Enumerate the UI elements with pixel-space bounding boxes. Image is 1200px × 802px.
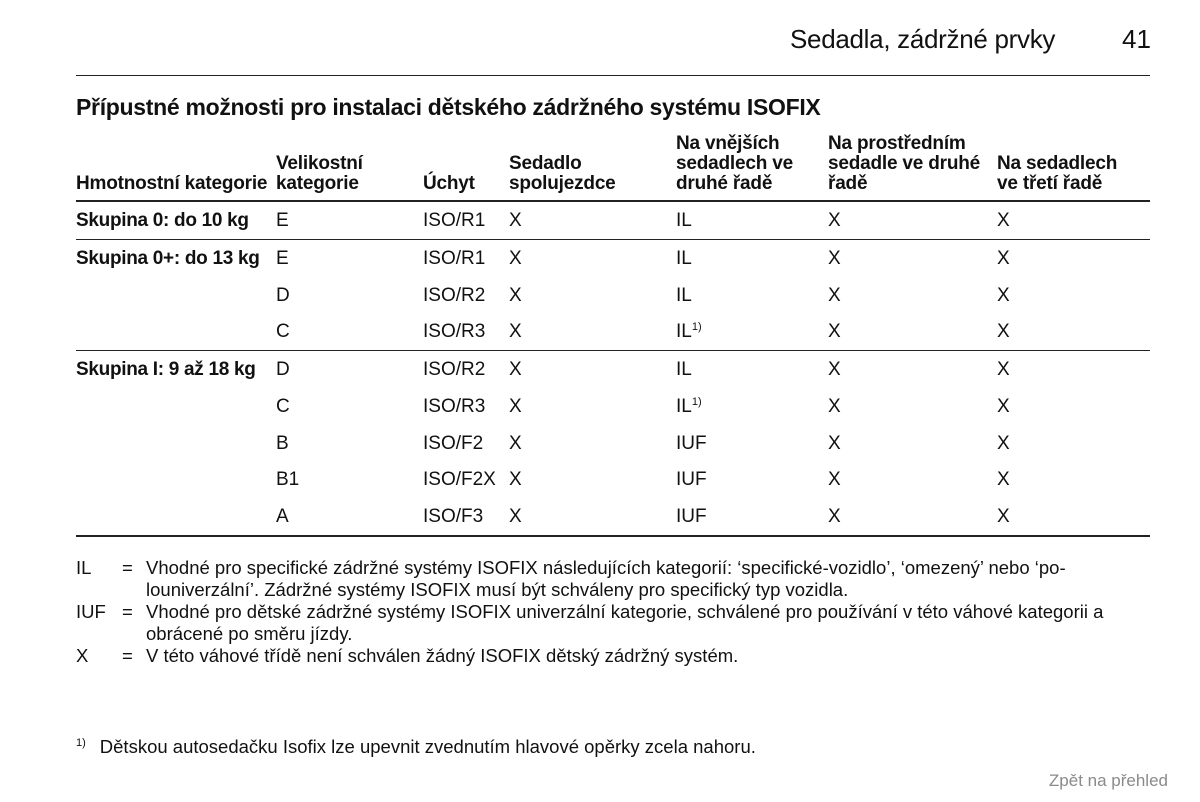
passenger-seat-cell xyxy=(509,434,522,454)
footnote xyxy=(76,736,756,758)
middle-second-row-cell-text: X xyxy=(828,506,841,527)
mount-cell-text: ISO/R3 xyxy=(423,395,486,417)
size-cell xyxy=(276,360,290,380)
header-line: Velikostní xyxy=(276,153,363,174)
table-row xyxy=(76,498,1150,537)
passenger-seat-cell-text: X xyxy=(509,359,522,380)
legend-item-iuf xyxy=(76,601,1154,645)
mount-cell xyxy=(423,211,485,231)
outer-second-row-cell-text: IL xyxy=(676,395,692,417)
middle-second-row-cell-text: X xyxy=(828,469,841,491)
header-line: spolujezdce xyxy=(509,173,616,194)
group-cell xyxy=(76,360,256,380)
legend-abbr: IUF xyxy=(76,601,106,622)
passenger-seat-cell xyxy=(509,211,522,231)
size-cell xyxy=(276,434,289,454)
header-line: kategorie xyxy=(276,173,359,194)
mount-cell-text: ISO/R1 xyxy=(423,210,486,231)
legend-equals: = xyxy=(122,601,133,622)
mount-cell-text: ISO/R2 xyxy=(423,284,486,306)
legend-abbr: X xyxy=(76,645,89,666)
third-row-cell xyxy=(997,470,1010,490)
table-row xyxy=(76,239,1150,277)
outer-second-row-cell xyxy=(676,397,702,417)
passenger-seat-cell xyxy=(509,360,522,380)
outer-second-row-cell-text: IL xyxy=(676,210,692,231)
passenger-seat-cell xyxy=(509,507,522,527)
legend-item-x xyxy=(76,645,1154,667)
group-cell-text: Skupina 0+: do 13 kg xyxy=(76,247,260,269)
mount-cell xyxy=(423,360,485,380)
third-row-cell-text: X xyxy=(997,395,1010,417)
outer-second-row-cell xyxy=(676,434,707,454)
size-cell xyxy=(276,397,290,417)
back-to-overview-link[interactable]: Zpět na přehled xyxy=(1048,771,1168,790)
page-header-title: Sedadla, zádržné prvky xyxy=(790,24,1056,54)
legend-equals: = xyxy=(122,557,133,578)
mount-cell xyxy=(423,322,485,342)
size-cell xyxy=(276,507,289,527)
group-cell-text: Skupina I: 9 až 18 kg xyxy=(76,359,256,380)
middle-second-row-cell xyxy=(828,397,841,417)
third-row-cell xyxy=(997,249,1010,269)
table-row xyxy=(76,425,1150,462)
outer-second-row-cell-text: IUF xyxy=(676,469,707,491)
third-row-cell xyxy=(997,360,1010,380)
legend-item-il xyxy=(76,557,1154,601)
third-row-cell xyxy=(997,322,1010,342)
middle-second-row-cell xyxy=(828,211,841,231)
group-cell xyxy=(76,249,260,269)
third-row-cell xyxy=(997,211,1010,231)
group-cell-text: Skupina 0: do 10 kg xyxy=(76,210,249,231)
middle-second-row-cell-text: X xyxy=(828,432,841,454)
third-row-cell xyxy=(997,397,1010,417)
passenger-seat-cell-text: X xyxy=(509,284,522,306)
header-line: Na sedadlech xyxy=(997,153,1118,174)
size-cell-text: D xyxy=(276,359,290,380)
size-cell-text: E xyxy=(276,210,289,231)
mount-cell xyxy=(423,249,485,269)
header-line: sedadle ve druhé xyxy=(828,153,981,174)
outer-second-row-cell xyxy=(676,286,692,306)
passenger-seat-cell-text: X xyxy=(509,469,522,491)
header-line: Na vnějších xyxy=(676,133,780,154)
outer-second-row-cell-text: IL xyxy=(676,284,692,306)
middle-second-row-cell-text: X xyxy=(828,321,841,343)
footnote-mark: 1) xyxy=(76,737,86,749)
passenger-seat-cell xyxy=(509,249,522,269)
legend-text: Vhodné pro dětské zádržné systémy ISOFIX univerzální kategorie, schválené pro používání v této váhové kategorii a obrácené po směru jízdy. xyxy=(146,601,1104,644)
size-cell-text: D xyxy=(276,284,290,306)
outer-second-row-cell-text: IL xyxy=(676,321,692,343)
size-cell-text: B xyxy=(276,432,289,454)
outer-second-row-cell xyxy=(676,507,707,527)
middle-second-row-cell xyxy=(828,434,841,454)
table-row xyxy=(76,313,1150,350)
third-row-cell xyxy=(997,507,1010,527)
header-line: Hmotnostní kategorie xyxy=(76,173,268,194)
header-passenger-seat xyxy=(509,154,616,194)
size-cell-text: E xyxy=(276,247,289,269)
legend-abbr: IL xyxy=(76,557,92,578)
middle-second-row-cell xyxy=(828,286,841,306)
header-third-row xyxy=(997,154,1117,194)
footnote-reference: 1) xyxy=(691,395,702,408)
legend-text: V této váhové třídě není schválen žádný ISOFIX dětský zádržný systém. xyxy=(146,645,739,666)
middle-second-row-cell-text: X xyxy=(828,395,841,417)
table-row xyxy=(76,461,1150,498)
third-row-cell-text: X xyxy=(997,506,1010,527)
header-line: druhé řadě xyxy=(676,173,773,194)
size-cell xyxy=(276,322,290,342)
passenger-seat-cell xyxy=(509,286,522,306)
outer-second-row-cell-text: IL xyxy=(676,359,692,380)
mount-cell xyxy=(423,507,483,527)
header-middle-second-row xyxy=(828,134,980,194)
header-divider xyxy=(76,75,1150,76)
third-row-cell-text: X xyxy=(997,247,1010,269)
page-number: 41 xyxy=(1122,24,1151,54)
mount-cell-text: ISO/R2 xyxy=(423,359,486,380)
mount-cell-text: ISO/R1 xyxy=(423,247,486,269)
middle-second-row-cell-text: X xyxy=(828,284,841,306)
outer-second-row-cell xyxy=(676,322,702,342)
mount-cell-text: ISO/F3 xyxy=(423,506,484,527)
header-size-category xyxy=(276,154,363,194)
outer-second-row-cell xyxy=(676,249,692,269)
middle-second-row-cell-text: X xyxy=(828,247,841,269)
size-cell-text: C xyxy=(276,321,290,343)
outer-second-row-cell xyxy=(676,360,692,380)
size-cell xyxy=(276,470,299,490)
outer-second-row-cell-text: IL xyxy=(676,247,692,269)
group-cell xyxy=(76,211,249,231)
third-row-cell-text: X xyxy=(997,210,1010,231)
passenger-seat-cell-text: X xyxy=(509,210,522,231)
passenger-seat-cell-text: X xyxy=(509,432,522,454)
size-cell-text: B1 xyxy=(276,469,300,491)
passenger-seat-cell-text: X xyxy=(509,395,522,417)
table-row xyxy=(76,277,1150,314)
middle-second-row-cell xyxy=(828,249,841,269)
mount-cell-text: ISO/R3 xyxy=(423,321,486,343)
table-row xyxy=(76,388,1150,425)
outer-second-row-cell-text: IUF xyxy=(676,506,707,527)
table-row xyxy=(76,350,1150,388)
size-cell xyxy=(276,249,289,269)
table-header-row xyxy=(76,133,1150,202)
header-line: řadě xyxy=(828,173,868,194)
middle-second-row-cell xyxy=(828,322,841,342)
isofix-table xyxy=(76,133,1150,537)
passenger-seat-cell-text: X xyxy=(509,247,522,269)
header-line: ve třetí řadě xyxy=(997,173,1103,194)
mount-cell xyxy=(423,286,485,306)
passenger-seat-cell xyxy=(509,397,522,417)
middle-second-row-cell xyxy=(828,470,841,490)
mount-cell xyxy=(423,434,483,454)
passenger-seat-cell-text: X xyxy=(509,321,522,343)
third-row-cell-text: X xyxy=(997,284,1010,306)
size-cell-text: C xyxy=(276,395,290,417)
table-row xyxy=(76,202,1150,239)
header-line: Sedadlo xyxy=(509,153,582,174)
third-row-cell xyxy=(997,286,1010,306)
third-row-cell-text: X xyxy=(997,321,1010,343)
section-title: Přípustné možnosti pro instalaci dětského zádržného systému ISOFIX xyxy=(76,94,821,120)
header-weight-category xyxy=(76,174,267,194)
footnote-text: Dětskou autosedačku Isofix lze upevnit zvednutím hlavové opěrky zcela nahoru. xyxy=(99,736,756,757)
footnote-reference: 1) xyxy=(691,321,702,334)
outer-second-row-cell xyxy=(676,470,707,490)
passenger-seat-cell xyxy=(509,322,522,342)
legend xyxy=(76,557,1154,667)
passenger-seat-cell-text: X xyxy=(509,506,522,527)
third-row-cell-text: X xyxy=(997,432,1010,454)
mount-cell-text: ISO/F2 xyxy=(423,432,484,454)
size-cell-text: A xyxy=(276,506,289,527)
outer-second-row-cell-text: IUF xyxy=(676,432,707,454)
mount-cell-text: ISO/F2X xyxy=(423,469,496,491)
table-body xyxy=(76,202,1150,537)
header-outer-second-row xyxy=(676,134,793,194)
header-mount xyxy=(423,174,475,194)
middle-second-row-cell-text: X xyxy=(828,359,841,380)
header-line: Úchyt xyxy=(423,173,475,194)
outer-second-row-cell xyxy=(676,211,692,231)
middle-second-row-cell-text: X xyxy=(828,210,841,231)
size-cell xyxy=(276,286,290,306)
header-line: sedadlech ve xyxy=(676,153,793,174)
size-cell xyxy=(276,211,289,231)
mount-cell xyxy=(423,397,485,417)
middle-second-row-cell xyxy=(828,507,841,527)
legend-equals: = xyxy=(122,645,133,666)
third-row-cell-text: X xyxy=(997,359,1010,380)
third-row-cell xyxy=(997,434,1010,454)
mount-cell xyxy=(423,470,496,490)
passenger-seat-cell xyxy=(509,470,522,490)
middle-second-row-cell xyxy=(828,360,841,380)
header-line: Na prostředním xyxy=(828,133,966,154)
third-row-cell-text: X xyxy=(997,469,1010,491)
legend-text: Vhodné pro specifické zádržné systémy ISOFIX následujících kategorií: ‘specifické-vozidlo’, ‘omezený’ nebo ‘po-louniverzální’. Zádržné systémy ISOFIX musí být schváleny pro specifický typ vozidla. xyxy=(146,557,1066,600)
